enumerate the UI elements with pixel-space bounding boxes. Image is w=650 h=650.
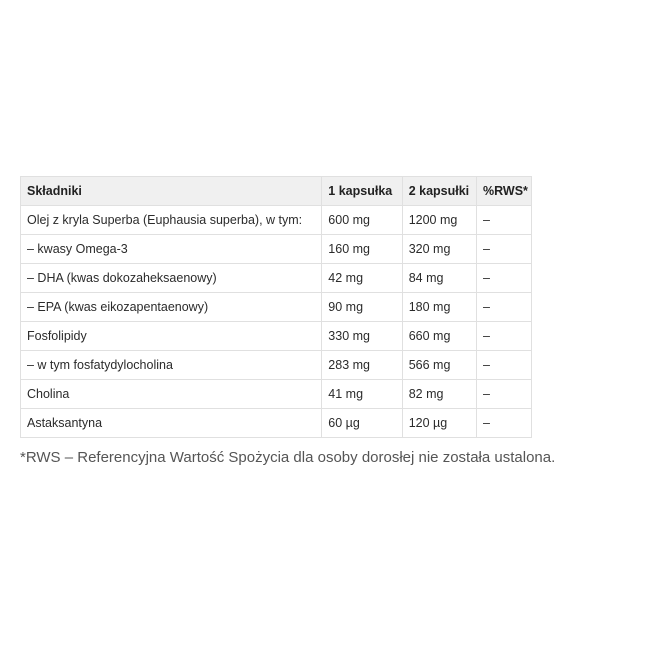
- rws-value: –: [477, 409, 532, 438]
- rws-value: –: [477, 380, 532, 409]
- rws-value: –: [477, 351, 532, 380]
- amount-two-capsules: 180 mg: [402, 293, 476, 322]
- header-rws: %RWS*: [477, 177, 532, 206]
- header-row: [21, 177, 532, 206]
- rws-value: –: [477, 206, 532, 235]
- table-header: [21, 177, 532, 206]
- header-ingredients: Składniki: [21, 177, 322, 206]
- rws-value: –: [477, 235, 532, 264]
- amount-two-capsules: 566 mg: [402, 351, 476, 380]
- table-row: [21, 380, 532, 409]
- table-row: [21, 206, 532, 235]
- rws-value: –: [477, 293, 532, 322]
- amount-one-capsule: 90 mg: [322, 293, 402, 322]
- ingredient-name: Astaksantyna: [21, 409, 322, 438]
- rws-footnote: *RWS – Referencyjna Wartość Spożycia dla osoby dorosłej nie została ustalona.: [20, 449, 556, 466]
- header-one-capsule: 1 kapsułka: [322, 177, 402, 206]
- table-row: [21, 235, 532, 264]
- table-body: [21, 206, 532, 438]
- supplement-facts-table: [20, 176, 532, 438]
- amount-one-capsule: 41 mg: [322, 380, 402, 409]
- amount-two-capsules: 1200 mg: [402, 206, 476, 235]
- amount-one-capsule: 330 mg: [322, 322, 402, 351]
- table-row: [21, 293, 532, 322]
- amount-one-capsule: 160 mg: [322, 235, 402, 264]
- ingredient-name: – w tym fosfatydylocholina: [21, 351, 322, 380]
- ingredient-name: Cholina: [21, 380, 322, 409]
- header-two-capsules: 2 kapsułki: [402, 177, 476, 206]
- ingredient-name: Olej z kryla Superba (Euphausia superba), w tym:: [21, 206, 322, 235]
- amount-one-capsule: 60 µg: [322, 409, 402, 438]
- table-row: [21, 322, 532, 351]
- amount-one-capsule: 42 mg: [322, 264, 402, 293]
- amount-two-capsules: 660 mg: [402, 322, 476, 351]
- amount-two-capsules: 120 µg: [402, 409, 476, 438]
- rws-value: –: [477, 322, 532, 351]
- ingredient-name: – EPA (kwas eikozapentaenowy): [21, 293, 322, 322]
- ingredient-name: – DHA (kwas dokozaheksaenowy): [21, 264, 322, 293]
- table-row: [21, 264, 532, 293]
- table-row: [21, 351, 532, 380]
- amount-one-capsule: 283 mg: [322, 351, 402, 380]
- ingredient-name: Fosfolipidy: [21, 322, 322, 351]
- amount-two-capsules: 84 mg: [402, 264, 476, 293]
- rws-value: –: [477, 264, 532, 293]
- amount-one-capsule: 600 mg: [322, 206, 402, 235]
- amount-two-capsules: 320 mg: [402, 235, 476, 264]
- ingredient-name: – kwasy Omega-3: [21, 235, 322, 264]
- table-row: [21, 409, 532, 438]
- amount-two-capsules: 82 mg: [402, 380, 476, 409]
